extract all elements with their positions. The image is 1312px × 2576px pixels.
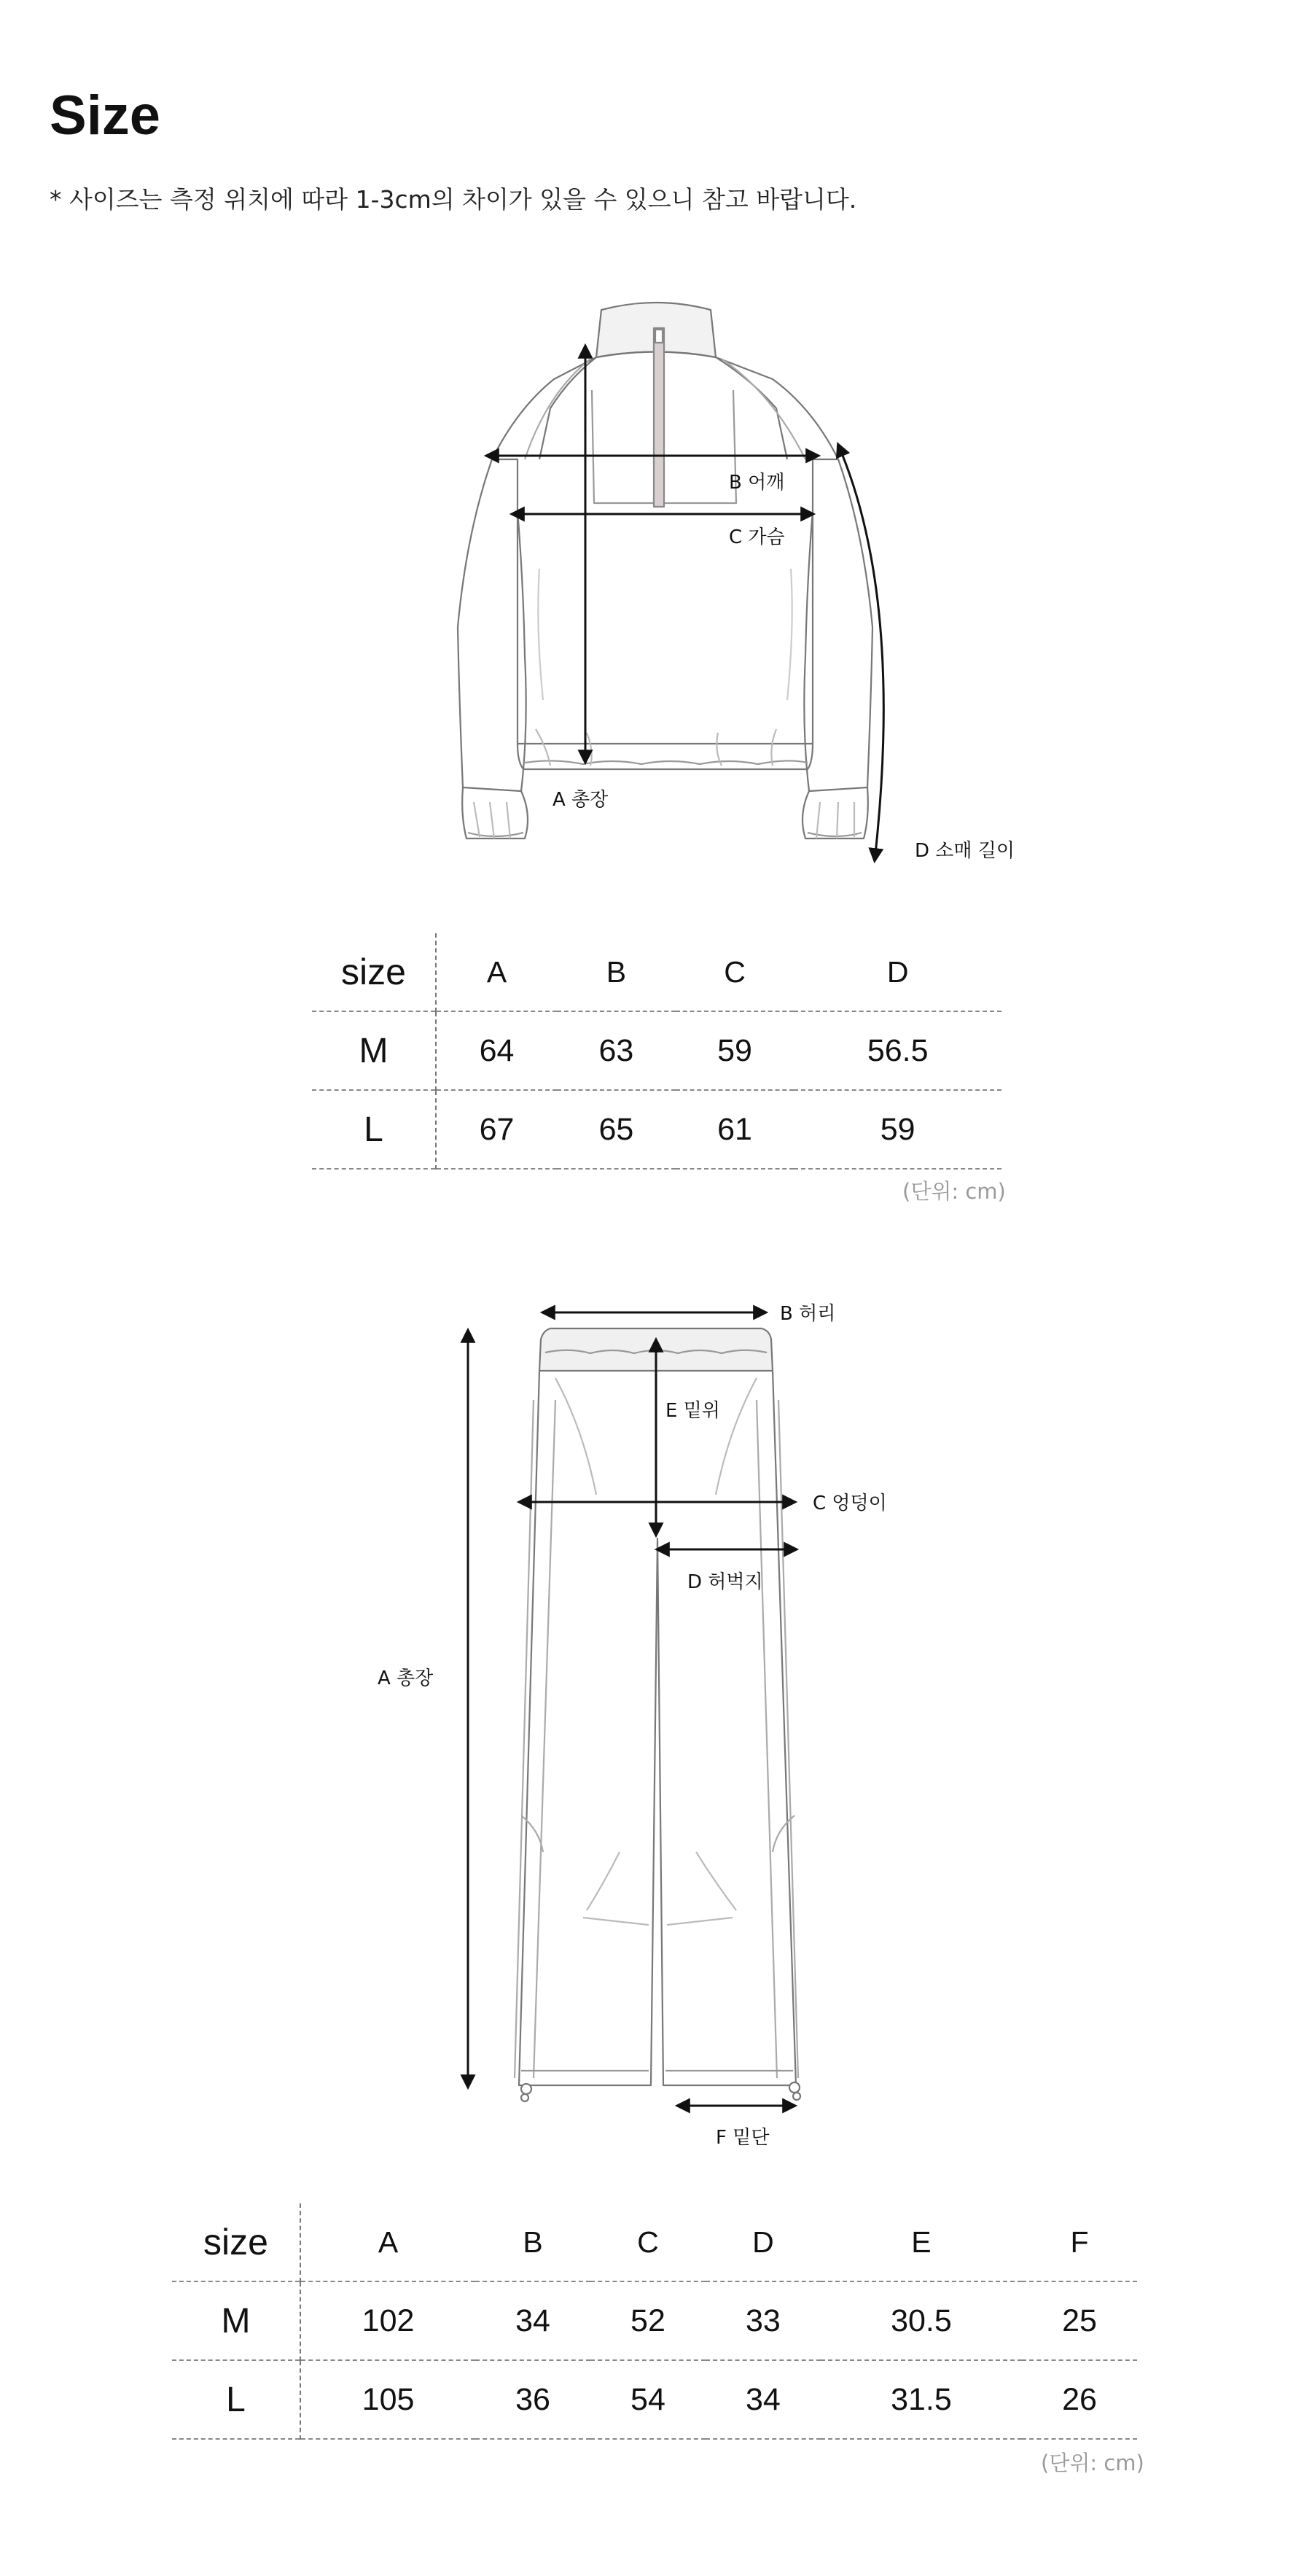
col-header: A xyxy=(486,954,507,989)
value-cell: 52 xyxy=(630,2303,665,2338)
bottom-table-header xyxy=(172,2203,1137,2281)
col-header: D xyxy=(752,2225,774,2259)
col-header: E xyxy=(911,2225,932,2259)
table-row xyxy=(312,1011,1001,1090)
bottom-size-table xyxy=(172,2203,1137,2440)
col-header: C xyxy=(637,2225,659,2259)
table-row xyxy=(172,2360,1137,2439)
value-cell: 65 xyxy=(598,1111,634,1147)
label-thigh: D 허벅지 xyxy=(687,1571,763,1593)
value-cell: 67 xyxy=(479,1111,515,1147)
value-cell: 31.5 xyxy=(891,2381,952,2417)
col-header: F xyxy=(1070,2225,1089,2259)
table-row xyxy=(172,2281,1137,2360)
col-header: B xyxy=(523,2225,543,2259)
label-waist: B 허리 xyxy=(780,1303,836,1325)
value-cell: 34 xyxy=(745,2381,781,2417)
value-cell: 34 xyxy=(515,2303,550,2338)
jacket-illustration xyxy=(408,292,1064,875)
value-cell: 59 xyxy=(880,1111,915,1147)
pants-illustration xyxy=(364,1298,948,2158)
top-size-table xyxy=(312,933,1001,1170)
label-rise: E 밑위 xyxy=(665,1400,720,1422)
value-cell: 26 xyxy=(1062,2381,1097,2417)
value-cell: 105 xyxy=(362,2381,415,2417)
value-cell: 36 xyxy=(515,2381,550,2417)
size-cell: L xyxy=(172,2360,300,2439)
value-cell: 102 xyxy=(362,2303,415,2338)
col-header: A xyxy=(378,2225,399,2259)
label-length: A 총장 xyxy=(552,789,609,811)
col-header: C xyxy=(724,954,746,989)
value-cell: 63 xyxy=(598,1032,634,1068)
label-hip: C 엉덩이 xyxy=(813,1493,887,1514)
value-cell: 56.5 xyxy=(867,1032,929,1068)
label-chest: C 가슴 xyxy=(729,526,785,548)
value-cell: 59 xyxy=(717,1032,752,1068)
pants-drawing xyxy=(364,1298,948,2158)
value-cell: 54 xyxy=(630,2381,665,2417)
label-hem: F 밑단 xyxy=(716,2127,770,2149)
label-shoulder: B 어깨 xyxy=(729,472,785,494)
size-cell: L xyxy=(312,1090,436,1169)
unit-note: (단위: cm) xyxy=(902,1179,1006,1204)
jacket-outline xyxy=(458,303,872,838)
value-cell: 64 xyxy=(479,1032,515,1068)
col-header: D xyxy=(886,954,909,989)
pants-outline xyxy=(515,1328,800,2101)
size-header: size xyxy=(172,2203,300,2281)
col-header: B xyxy=(606,954,627,989)
size-cell: M xyxy=(312,1011,436,1090)
label-length: A 총장 xyxy=(378,1668,434,1689)
value-cell: 33 xyxy=(745,2303,781,2338)
value-cell: 61 xyxy=(717,1111,752,1147)
jacket-drawing xyxy=(408,292,1064,875)
unit-note: (단위: cm) xyxy=(1041,2451,1144,2475)
value-cell: 25 xyxy=(1062,2303,1097,2338)
page-title: Size xyxy=(50,85,161,147)
size-cell: M xyxy=(172,2281,300,2360)
size-header: size xyxy=(312,933,436,1011)
label-sleeve: D 소매 길이 xyxy=(915,840,1015,862)
table-row xyxy=(312,1090,1001,1169)
sleeve-arrow xyxy=(838,445,883,860)
value-cell: 30.5 xyxy=(891,2303,952,2338)
top-table-header xyxy=(312,933,1001,1011)
size-note: * 사이즈는 측정 위치에 따라 1-3cm의 차이가 있을 수 있으니 참고 바랍니다. xyxy=(50,185,857,214)
